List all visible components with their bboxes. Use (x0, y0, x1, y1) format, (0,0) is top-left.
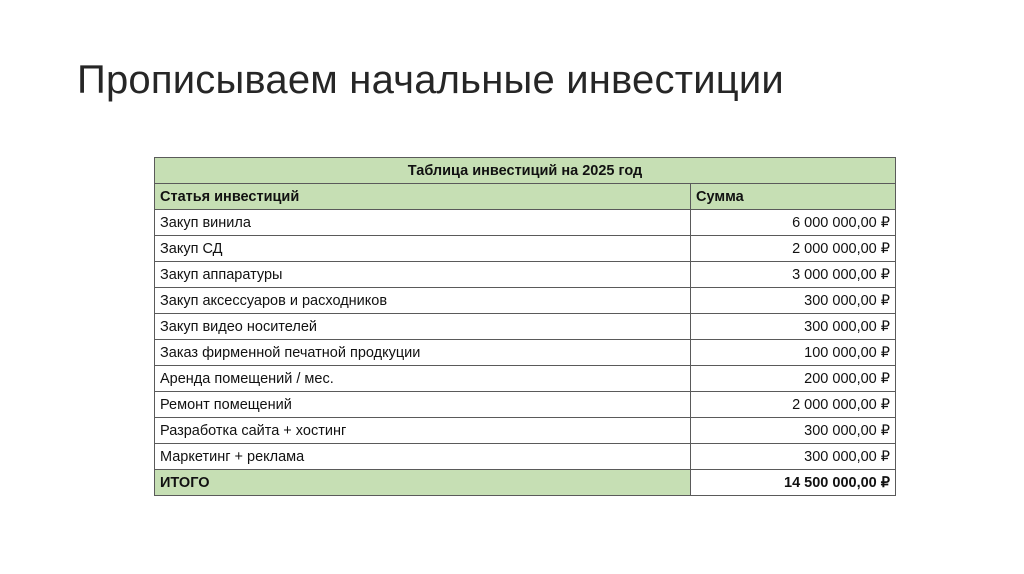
table-caption: Таблица инвестиций на 2025 год (155, 158, 896, 184)
total-label: ИТОГО (155, 470, 691, 496)
table-row (155, 418, 896, 444)
amount-cell: 200 000,00 ₽ (691, 366, 896, 392)
table-row (155, 210, 896, 236)
item-cell: Ремонт помещений (155, 392, 691, 418)
amount-cell: 300 000,00 ₽ (691, 444, 896, 470)
item-cell: Закуп аппаратуры (155, 262, 691, 288)
amount-cell: 2 000 000,00 ₽ (691, 392, 896, 418)
header-amount: Сумма (691, 184, 896, 210)
table-row (155, 392, 896, 418)
table-row (155, 366, 896, 392)
item-cell: Закуп СД (155, 236, 691, 262)
table-row (155, 288, 896, 314)
item-cell: Разработка сайта + хостинг (155, 418, 691, 444)
item-cell: Закуп аксессуаров и расходников (155, 288, 691, 314)
item-cell: Аренда помещений / мес. (155, 366, 691, 392)
header-item: Статья инвестиций (155, 184, 691, 210)
table-caption-row (155, 158, 896, 184)
amount-cell: 6 000 000,00 ₽ (691, 210, 896, 236)
table-header-row (155, 184, 896, 210)
item-cell: Закуп винила (155, 210, 691, 236)
amount-cell: 100 000,00 ₽ (691, 340, 896, 366)
amount-cell: 300 000,00 ₽ (691, 418, 896, 444)
investment-table (154, 157, 896, 496)
amount-cell: 300 000,00 ₽ (691, 288, 896, 314)
total-row (155, 470, 896, 496)
slide-title: Прописываем начальные инвестиции (77, 58, 784, 102)
amount-cell: 2 000 000,00 ₽ (691, 236, 896, 262)
item-cell: Маркетинг + реклама (155, 444, 691, 470)
total-amount: 14 500 000,00 ₽ (691, 470, 896, 496)
item-cell: Заказ фирменной печатной продкуции (155, 340, 691, 366)
table-row (155, 444, 896, 470)
amount-cell: 3 000 000,00 ₽ (691, 262, 896, 288)
item-cell: Закуп видео носителей (155, 314, 691, 340)
table-row (155, 314, 896, 340)
table-row (155, 340, 896, 366)
table-row (155, 262, 896, 288)
amount-cell: 300 000,00 ₽ (691, 314, 896, 340)
table-row (155, 236, 896, 262)
